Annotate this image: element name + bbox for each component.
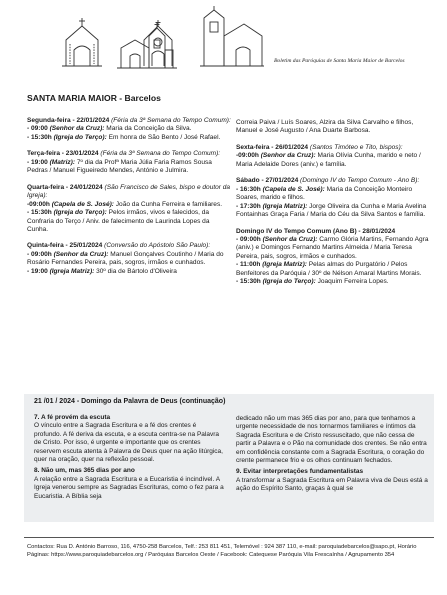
schedule-entry <box>236 228 432 287</box>
schedule-day: Sexta-feira - 26/01/2024 <box>236 143 309 151</box>
mass-intention: Pelas almas do Purgatório / Pelos Benfeitores da Paróquia / 30º de Nélson Amaral Martins Morais. <box>236 261 422 277</box>
schedule-feast: (Conversão do Apóstolo São Paulo): <box>102 242 211 250</box>
mass-time: - 19:00 <box>27 267 50 275</box>
mass-line <box>27 209 231 234</box>
mass-line <box>236 278 432 286</box>
schedule-day-heading <box>27 150 231 158</box>
mass-schedule-right-column <box>236 119 432 295</box>
schedule-entry <box>27 242 231 276</box>
mass-intention: 7º dia da Profª Maria Júlia Faria Ramos Sousa Pedras / Manuel Figueiredo Mendes, António e Julmira. <box>27 158 212 175</box>
schedule-entry <box>27 117 231 142</box>
panel-right-column <box>236 415 429 497</box>
church-icon <box>136 18 180 68</box>
schedule-day: Terça-feira - 23/01/2024 <box>27 150 99 158</box>
schedule-day-heading <box>27 184 231 201</box>
schedule-day-heading <box>236 228 432 236</box>
mass-intention: Joaquim Ferreira Lopes. <box>315 278 389 286</box>
panel-left-column <box>34 414 224 504</box>
parish-heading: SANTA MARIA MAIOR - Barcelos <box>27 93 161 103</box>
schedule-feast: (Santos Timóteo e Tito, bispos): <box>308 143 403 151</box>
mass-intention: Correia Paiva / Luís Soares, Alzira da Silva Carvalho e filhos, Manuel e José Augusto / Ana Duarte Barbosa. <box>236 119 414 135</box>
section-heading: 8. Não um, mas 365 dias por ano <box>34 467 135 475</box>
mass-intention: Pelos irmãos, vivos e falecidos, da Confraria do Terço / Aniv. de falecimento de Laurinda Lopes da Cunha. <box>27 209 210 233</box>
mass-time: - 09:00h <box>27 250 54 258</box>
schedule-entry <box>27 150 231 175</box>
section-text: A transformar a Sagrada Escritura em Palavra viva de Deus está a ação do Espírito Santo, graças à qual se <box>236 476 428 493</box>
mass-time: - 19:00 <box>27 158 50 166</box>
mass-location: (Capela de S. José): <box>51 200 114 208</box>
schedule-day-heading <box>236 144 432 152</box>
mass-schedule-left-column <box>27 117 231 284</box>
section-heading: 9. Evitar interpretações fundamentalistas <box>236 468 364 476</box>
mass-intention: 30º dia de Bártolo d'Oliveira <box>94 267 177 275</box>
schedule-feast: (Domingo IV do Tempo Comum - Ano B): <box>298 177 420 185</box>
schedule-day-heading <box>27 242 231 250</box>
church-icon <box>200 6 264 68</box>
schedule-entry <box>27 184 231 235</box>
section-text: A relação entre a Sagrada Escritura e a Eucaristia é incindível. A Igreja venerou sempre as Sagradas Escrituras, como o fez para a Eucaristia. A Bíblia seja <box>34 475 224 500</box>
mass-location: (Senhor da Cruz): <box>262 235 318 243</box>
contacts-footer <box>27 543 447 560</box>
mass-location: (Igreja Matriz): <box>262 261 307 269</box>
mass-time: -09:00h <box>236 152 261 160</box>
mass-intention: Carmo Glória Martins, Fernando Agra (aniv.) e Domingos Fernando Martins Almeida / Maria Teresa Pereira, pais, sogros, irmãos e cunhados. <box>236 235 429 260</box>
mass-location: (Senhor da Cruz): <box>53 250 109 258</box>
mass-line <box>236 261 432 278</box>
schedule-entry <box>236 177 432 219</box>
schedule-feast: (Féria da 3ª Semana do Tempo Comum): <box>98 150 221 158</box>
mass-time: - 15:30h <box>27 133 54 141</box>
mass-location: (Igreja Matriz): <box>49 267 95 275</box>
section-text: O vínculo entre a Sagrada Escritura e a fé dos crentes é profundo. A fé deriva da escuta, e a escuta centra-se na Palavra de Cristo. Por isso, é urgente e importante que os crentes reservem escuta atenta à Palavra de Deus quer na ação litúrgica, quer na oração, quer na reflexão pessoal. <box>34 422 223 464</box>
mass-intention: Jorge Oliveira da Cunha e Maria Avelina Fontainhas Graça Faria / Maria do Céu da Silva Santos e família. <box>236 202 427 219</box>
mass-location: (Igreja do Terço): <box>262 278 316 286</box>
schedule-day-heading <box>236 177 432 185</box>
page-header <box>0 0 447 82</box>
mass-location: (Senhor da Cruz): <box>260 152 316 160</box>
schedule-day: Domingo IV do Tempo Comum (Ano B) - 28/01/2024 <box>236 227 396 235</box>
mass-line <box>27 159 231 176</box>
mass-line <box>236 186 432 203</box>
mass-intention: Em honra de São Bento / José Rafael. <box>106 133 221 141</box>
mass-line <box>236 203 432 220</box>
mass-line <box>236 119 432 136</box>
mass-location: (Igreja Matriz): <box>262 202 308 210</box>
schedule-day-heading <box>27 117 231 125</box>
mass-location: (Capela de S. José): <box>262 185 325 193</box>
schedule-entry <box>236 144 432 169</box>
mass-intention: Maria da Conceição Monteiro Soares, marido e filhos. <box>236 185 413 202</box>
schedule-feast: (Féria da 3ª Semana do Tempo Comum): <box>109 117 231 124</box>
church-icon <box>60 16 104 68</box>
mass-line <box>27 125 231 133</box>
footer-divider <box>24 537 434 538</box>
mass-line <box>27 251 231 268</box>
mass-location: (Matriz): <box>49 158 76 166</box>
mass-intention: João da Cunha Ferreira e familiares. <box>113 200 223 208</box>
bulletin-title: Boletim das Paróquias de Santa Maria Maior de Barcelos <box>274 58 405 64</box>
schedule-entry <box>236 119 432 136</box>
mass-location: (Igreja do Terço): <box>53 209 107 217</box>
section-text: dedicado não um mas 365 dias por ano, para que tenhamos a urgente necessidade de nos tornarmos familiares e íntimos da Sagrada Escritura e de Cristo ressuscitado, que não cessa de partir a Palavra e o Pão na comunidade dos crentes. Se não entra em confidência constante com a Sagrada Escritura, o coração do crente permanece frio e os olhos continuam fechados. <box>236 415 427 465</box>
schedule-day: Segunda-feira - 22/01/2024 <box>27 117 110 124</box>
mass-intention: Maria da Conceição da Silva. <box>104 125 192 133</box>
schedule-day: Quinta-feira - 25/01/2024 <box>27 242 103 250</box>
mass-line <box>27 201 231 209</box>
mass-line <box>236 152 432 169</box>
mass-time: -09:00h <box>27 200 52 208</box>
mass-time: - 15:30h <box>27 209 54 217</box>
mass-time: - 15:30h <box>236 278 263 286</box>
schedule-day: Sábado - 27/01/2024 <box>236 177 299 185</box>
mass-line <box>236 236 432 261</box>
footer-pages-line: Páginas: https://www.paroquiadebarcelos.org / Paróquias Barcelos Oeste / Facebook: Catequese Paróquia Vila Frescaínha / Agrupamento 354 <box>27 552 395 559</box>
mass-line <box>27 268 231 276</box>
mass-time: - 11:00h <box>236 261 263 269</box>
mass-line <box>27 134 231 142</box>
footer-contacts-line: Contactos: Rua D. António Barroso, 116, 4750-258 Barcelos, Telf.: 253 811 451, Telemóvel : 924 387 110, e-mail: paroquiadebarcelos@sapo.pt, Horário <box>27 544 417 550</box>
mass-intention: Manuel Gonçalves Coutinho / Maria do Rosário Fernandes Pereira, pais, sogros, irmãos e cunhados. <box>27 250 224 267</box>
schedule-day: Quarta-feira - 24/01/2024 <box>27 183 103 191</box>
mass-intention: Maria Olívia Cunha, marido e neto / Maria Adelaide Dores (aniv.) e família. <box>236 152 421 168</box>
word-of-god-sunday-panel <box>24 394 434 522</box>
mass-time: - 09:00h <box>236 235 263 243</box>
mass-time: - 17:30h <box>236 202 263 210</box>
mass-location: (Igreja do Terço): <box>53 133 107 141</box>
mass-time: - 16:30h <box>236 185 263 193</box>
mass-time: - 09:00 <box>27 125 50 133</box>
mass-location: (Senhor da Cruz): <box>49 125 105 133</box>
panel-title: 21 /01 / 2024 - Domingo da Palavra de Deus (continuação) <box>34 398 226 405</box>
section-heading: 7. A fé provém da escuta <box>34 414 111 421</box>
schedule-feast: (São Francisco de Sales, bispo e doutor da Igreja): <box>27 183 231 200</box>
